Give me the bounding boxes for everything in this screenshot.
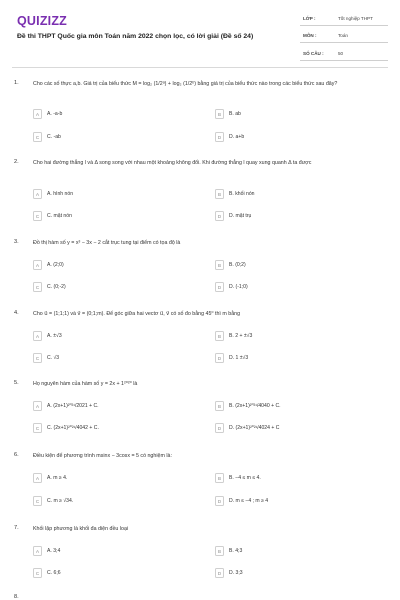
option-letter: C bbox=[33, 423, 42, 433]
option-letter: C bbox=[33, 496, 42, 506]
meta-value: Tốt nghiệp THPT bbox=[338, 16, 373, 21]
option-text: A. (2x+1)²⁰²¹/2021 + C. bbox=[47, 402, 99, 409]
question-text: Cho hai đường thẳng l và Δ song song với nhau một khoảng không đổi. Khi đường thẳng l quay xung quanh Δ ta được bbox=[33, 160, 312, 166]
option-letter: C bbox=[33, 282, 42, 292]
option-letter: B bbox=[215, 260, 224, 270]
option-letter: C bbox=[33, 211, 42, 221]
option-text: B. (2x+1)²⁰²¹/4040 + C. bbox=[229, 402, 281, 409]
next-question-number: 8. bbox=[14, 594, 19, 600]
option-text: A. -a-b bbox=[47, 110, 63, 117]
option-text: B. (0;2) bbox=[229, 261, 246, 268]
question-number: 7. bbox=[14, 525, 19, 531]
option-letter: D bbox=[215, 282, 224, 292]
question-number: 6. bbox=[14, 452, 19, 458]
option-letter: C bbox=[33, 353, 42, 363]
option-text: D. a+b bbox=[229, 133, 245, 140]
option-text: B. khối nón bbox=[229, 190, 255, 197]
option-text: D. mặt trụ bbox=[229, 212, 252, 219]
question-number: 1. bbox=[14, 80, 19, 86]
option-letter: D bbox=[215, 211, 224, 221]
meta-row-subject bbox=[300, 29, 388, 43]
worksheet-header bbox=[0, 0, 400, 66]
meta-label: LỚP : bbox=[303, 16, 316, 21]
option-text: C. √3 bbox=[47, 354, 60, 361]
option-text: D. 3;3 bbox=[229, 569, 243, 576]
option-text: C. m ≥ √34. bbox=[47, 497, 74, 504]
question-text: Cho các số thực a,b. Giá trị của biểu thức M = log₂ (1/2ᵃ) + log₂ (1/2ᵇ) bằng giá trị của biểu thức nào trong các biểu thức sau đây? bbox=[33, 81, 338, 87]
option-text: D. (-1;0) bbox=[229, 283, 248, 290]
option-text: B. 2 + ±√3 bbox=[229, 332, 253, 339]
option-letter: D bbox=[215, 423, 224, 433]
option-text: C. 6;6 bbox=[47, 569, 61, 576]
option-text: B. 4;3 bbox=[229, 547, 243, 554]
option-letter: D bbox=[215, 568, 224, 578]
page-title: Đề thi THPT Quốc gia môn Toán năm 2022 chọn lọc, có lời giải (Đề số 24) bbox=[17, 33, 254, 40]
option-text: A. 3;4 bbox=[47, 547, 61, 554]
option-text: C. (0;-2) bbox=[47, 283, 66, 290]
option-letter: D bbox=[215, 496, 224, 506]
option-letter: B bbox=[215, 189, 224, 199]
question-text: Cho u⃗ = (1;1;1) và v⃗ = (0;1;m). Để góc giữa hai vectơ u⃗, v⃗ có số đo bằng 45⁰ thì m bằng bbox=[33, 311, 241, 317]
meta-value: Toán bbox=[338, 33, 348, 39]
meta-label: SỐ CÂU : bbox=[303, 50, 324, 56]
option-text: C. (2x+1)²⁰²¹/4042 + C. bbox=[47, 424, 99, 431]
option-letter: B bbox=[215, 331, 224, 341]
quizizz-logo: QUIZIZZ bbox=[17, 14, 68, 28]
question-number: 2. bbox=[14, 159, 19, 165]
option-letter: A bbox=[33, 189, 42, 199]
meta-value: 50 bbox=[338, 50, 344, 56]
option-letter: B bbox=[215, 473, 224, 483]
meta-row-count bbox=[300, 47, 388, 61]
question-number: 4. bbox=[14, 310, 19, 316]
option-text: B. −4 ≤ m ≤ 4. bbox=[229, 474, 261, 481]
option-text: A. ±√3 bbox=[47, 332, 62, 339]
option-letter: C bbox=[33, 568, 42, 578]
option-letter: D bbox=[215, 353, 224, 363]
meta-label: MÔN : bbox=[303, 33, 317, 39]
option-text: A. (2;0) bbox=[47, 261, 64, 268]
option-text: D. (2x+1)²⁰²¹/4024 + C bbox=[229, 424, 280, 431]
option-letter: A bbox=[33, 401, 42, 411]
option-text: D. 1 ±√3 bbox=[229, 354, 249, 361]
option-letter: A bbox=[33, 331, 42, 341]
question-text: Khối lập phương là khối đa diện đều loại bbox=[33, 526, 129, 532]
option-letter: A bbox=[33, 109, 42, 119]
option-letter: B bbox=[215, 109, 224, 119]
header-divider bbox=[12, 67, 388, 68]
option-letter: A bbox=[33, 546, 42, 556]
meta-panel bbox=[300, 12, 388, 64]
option-text: D. m ≤ −4 ; m ≥ 4 bbox=[229, 497, 269, 504]
option-letter: A bbox=[33, 473, 42, 483]
question-number: 5. bbox=[14, 380, 19, 386]
option-text: A. m ≥ 4. bbox=[47, 474, 68, 481]
question-number: 3. bbox=[14, 239, 19, 245]
option-text: C. -ab bbox=[47, 133, 61, 140]
option-letter: A bbox=[33, 260, 42, 270]
meta-row-class bbox=[300, 12, 388, 26]
option-letter: D bbox=[215, 132, 224, 142]
question-text: Đồ thị hàm số y = x³ − 3x − 2 cắt trục tung tại điểm có tọa độ là bbox=[33, 240, 181, 246]
option-text: B. ab bbox=[229, 110, 241, 117]
question-text: Họ nguyên hàm của hàm số y = 2x + 1²⁰²⁰ là bbox=[33, 381, 138, 387]
option-text: A. hình nón bbox=[47, 190, 74, 197]
question-text: Điều kiện để phương trình msinx − 3cosx = 5 có nghiệm là: bbox=[33, 453, 172, 459]
option-text: C. mặt nón bbox=[47, 212, 72, 219]
option-letter: C bbox=[33, 132, 42, 142]
option-letter: B bbox=[215, 401, 224, 411]
option-letter: B bbox=[215, 546, 224, 556]
